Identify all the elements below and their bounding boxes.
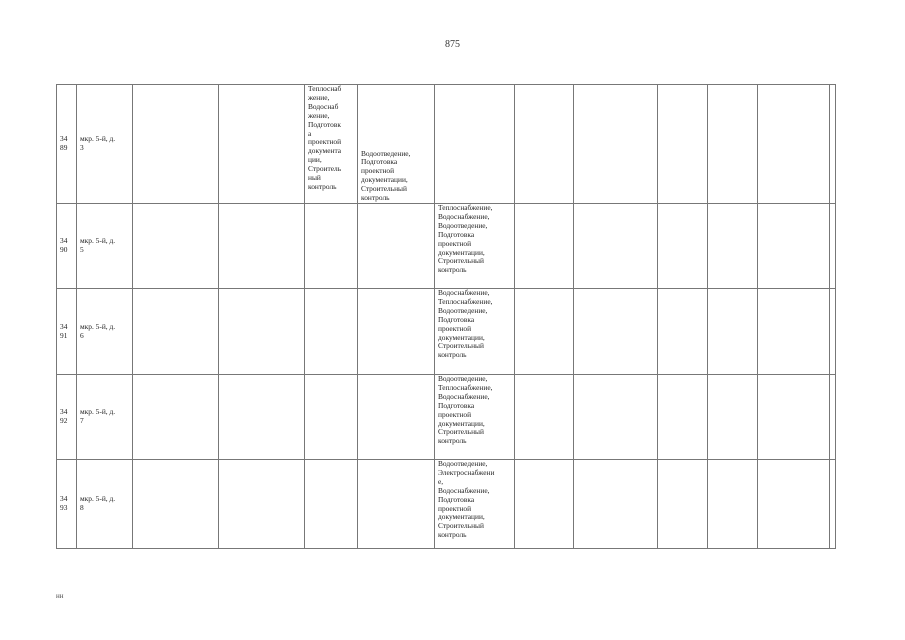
works-cell-c-line: проектной xyxy=(438,238,472,248)
address-cell xyxy=(77,204,133,289)
empty-cell xyxy=(830,85,836,204)
works-cell-b xyxy=(358,289,435,375)
works-cell-c-line: Водоотведение, xyxy=(438,374,488,383)
empty-cell xyxy=(658,289,708,375)
works-cell-a xyxy=(305,460,358,549)
works-cell-c-line: контроль xyxy=(438,350,467,360)
row-number xyxy=(57,289,77,375)
works-cell-c-line: Теплоснабжение, xyxy=(438,382,493,392)
empty-cell xyxy=(708,204,758,289)
works-cell-c-line: Подготовка xyxy=(438,229,475,239)
works-cell-c-line: Теплоснабжение, xyxy=(438,296,493,306)
address-cell-line: мкр. 5-й, д. xyxy=(80,134,116,144)
works-cell-c-line: Строительный xyxy=(438,427,484,437)
works-cell-c-line: Электроснабжени xyxy=(438,467,495,477)
empty-cell xyxy=(758,375,830,460)
works-cell-c xyxy=(435,375,515,460)
empty-cell xyxy=(133,289,219,375)
address-cell-line: 3 xyxy=(80,143,84,152)
empty-cell xyxy=(830,204,836,289)
works-cell-c-line: Подготовка xyxy=(438,314,475,324)
works-cell-c-line: Водоотведение, xyxy=(438,305,488,315)
works-cell-a-line: контроль xyxy=(308,181,337,191)
page-number: 875 xyxy=(445,39,460,50)
row-number xyxy=(57,375,77,460)
table-row xyxy=(57,85,836,204)
works-cell-c-line: документации, xyxy=(438,418,485,428)
empty-cell xyxy=(574,204,658,289)
empty-cell xyxy=(219,204,305,289)
table-row xyxy=(57,289,836,375)
works-cell-a-line: ный xyxy=(308,173,321,183)
works-cell-c-line: Теплоснабжение, xyxy=(438,203,493,212)
row-number-line: 34 xyxy=(60,407,68,417)
row-number-line: 34 xyxy=(60,494,68,504)
address-cell xyxy=(77,289,133,375)
works-cell-a-line: ции, xyxy=(308,155,322,165)
address-cell-line: 7 xyxy=(80,416,84,425)
empty-cell xyxy=(758,85,830,204)
works-cell-c-line: документации, xyxy=(438,332,485,342)
works-cell-c-line: проектной xyxy=(438,409,472,419)
empty-cell xyxy=(708,85,758,204)
empty-cell xyxy=(830,460,836,549)
works-cell-b-line: Водоотведение, xyxy=(361,148,411,158)
empty-cell xyxy=(758,289,830,375)
empty-cell xyxy=(219,460,305,549)
empty-cell xyxy=(830,375,836,460)
works-cell-a-line: проектной xyxy=(308,137,342,147)
empty-cell xyxy=(219,289,305,375)
empty-cell xyxy=(219,375,305,460)
address-cell-line: мкр. 5-й, д. xyxy=(80,494,116,504)
row-number xyxy=(57,85,77,204)
works-cell-c-line: проектной xyxy=(438,323,472,333)
works-cell-b-line: проектной xyxy=(361,166,395,176)
works-cell-c-line: Строительный xyxy=(438,256,484,266)
empty-cell xyxy=(708,375,758,460)
works-cell-a-line: Теплоснаб xyxy=(308,84,342,93)
works-cell-c xyxy=(435,460,515,549)
footer-mark: нн xyxy=(56,592,64,600)
works-cell-b xyxy=(358,460,435,549)
works-cell-a xyxy=(305,375,358,460)
works-cell-c-line: документации, xyxy=(438,247,485,257)
works-cell-c-line: Водоснабжение, xyxy=(438,211,490,221)
empty-cell xyxy=(515,460,574,549)
empty-cell xyxy=(708,460,758,549)
empty-cell xyxy=(708,289,758,375)
works-cell-c-line: контроль xyxy=(438,436,467,446)
row-number-line: 90 xyxy=(60,245,68,254)
address-cell-line: 6 xyxy=(80,330,84,340)
works-cell-a xyxy=(305,204,358,289)
works-cell-a-line: Подготовк xyxy=(308,119,341,129)
works-cell-c-line: е, xyxy=(438,476,444,486)
empty-cell xyxy=(133,204,219,289)
works-cell-a xyxy=(305,85,358,204)
works-cell-a-line: документа xyxy=(308,146,342,156)
empty-cell xyxy=(830,289,836,375)
table-row xyxy=(57,204,836,289)
row-number xyxy=(57,460,77,549)
works-cell-c-line: документации, xyxy=(438,512,485,522)
address-cell-line: мкр. 5-й, д. xyxy=(80,407,116,417)
works-cell-c xyxy=(435,85,515,204)
row-number-line: 91 xyxy=(60,330,68,340)
empty-cell xyxy=(574,460,658,549)
works-cell-b xyxy=(358,375,435,460)
works-cell-c-line: Строительный xyxy=(438,341,484,351)
empty-cell xyxy=(133,85,219,204)
row-number xyxy=(57,204,77,289)
empty-cell xyxy=(658,460,708,549)
row-number-line: 93 xyxy=(60,503,68,512)
address-cell-line: 8 xyxy=(80,503,84,512)
works-cell-b-line: Строительный xyxy=(361,184,407,194)
works-cell-c-line: контроль xyxy=(438,265,467,275)
works-cell-c-line: Подготовка xyxy=(438,400,475,410)
empty-cell xyxy=(515,85,574,204)
works-cell-c-line: Строительный xyxy=(438,521,484,531)
address-cell-line: мкр. 5-й, д. xyxy=(80,321,116,331)
works-cell-c-line: Водоснабжение, xyxy=(438,391,490,401)
empty-cell xyxy=(133,460,219,549)
empty-cell xyxy=(574,375,658,460)
works-cell-c-line: Водоснабжение, xyxy=(438,485,490,495)
works-cell-a-line: Водоснаб xyxy=(308,101,339,111)
works-cell-c-line: Водоотведение, xyxy=(438,459,488,468)
empty-cell xyxy=(658,375,708,460)
works-cell-c-line: Водоснабжение, xyxy=(438,288,490,297)
address-cell-line: мкр. 5-й, д. xyxy=(80,236,116,246)
row-number-line: 92 xyxy=(60,416,68,425)
works-cell-b-line: Подготовка xyxy=(361,157,398,167)
address-cell xyxy=(77,85,133,204)
row-number-line: 34 xyxy=(60,134,68,144)
works-cell-b xyxy=(358,85,435,204)
table-row xyxy=(57,460,836,549)
row-number-line: 34 xyxy=(60,236,68,246)
empty-cell xyxy=(658,204,708,289)
works-cell-a-line: а xyxy=(308,128,312,138)
works-cell-c-line: Водоотведение, xyxy=(438,220,488,230)
address-cell-line: 5 xyxy=(80,245,84,254)
works-cell-a-line: жение, xyxy=(308,92,330,102)
empty-cell xyxy=(574,289,658,375)
works-cell-c-line: проектной xyxy=(438,503,472,513)
empty-cell xyxy=(515,204,574,289)
table-row xyxy=(57,375,836,460)
empty-cell xyxy=(515,375,574,460)
empty-cell xyxy=(515,289,574,375)
empty-cell xyxy=(758,204,830,289)
works-cell-c xyxy=(435,204,515,289)
works-cell-b-line: документации, xyxy=(361,175,408,185)
empty-cell xyxy=(219,85,305,204)
works-cell-c xyxy=(435,289,515,375)
empty-cell xyxy=(658,85,708,204)
empty-cell xyxy=(574,85,658,204)
works-cell-b xyxy=(358,204,435,289)
works-cell-b-line: контроль xyxy=(361,193,390,203)
empty-cell xyxy=(758,460,830,549)
address-cell xyxy=(77,375,133,460)
works-cell-c-line: контроль xyxy=(438,530,467,540)
works-cell-c-line: Подготовка xyxy=(438,494,475,504)
empty-cell xyxy=(133,375,219,460)
works-cell-a xyxy=(305,289,358,375)
row-number-line: 34 xyxy=(60,321,68,331)
works-cell-a-line: Строитель xyxy=(308,164,342,174)
address-cell xyxy=(77,460,133,549)
works-cell-a-line: жение, xyxy=(308,110,330,120)
row-number-line: 89 xyxy=(60,143,68,152)
works-table xyxy=(56,84,836,549)
